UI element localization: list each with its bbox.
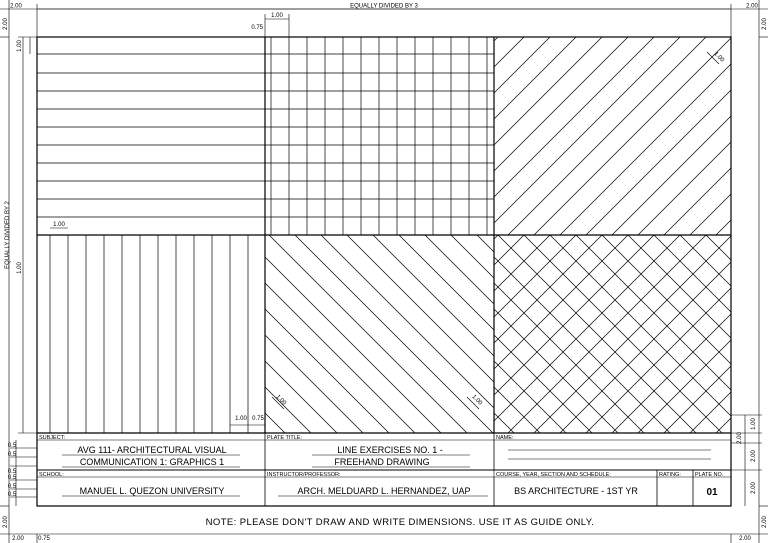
margin-label-top-right: 2.00 (746, 3, 758, 10)
margin-label-left-bottom: 2.00 (3, 516, 9, 528)
bottom-spacing-label: 1.00 (235, 416, 247, 422)
panel-forward-diagonals (274, 15, 768, 235)
upper-left-spacing-label: 1.00 (17, 40, 23, 52)
tb-row-label-2b: 0.5 (7, 475, 17, 481)
tb-height-label-low: 2.00 (751, 482, 757, 494)
subject-value-line2: COMMUNICATION 1: GRAPHICS 1 (79, 457, 225, 467)
school-value: MANUEL L. QUEZON UNIVERSITY (79, 486, 225, 496)
tb-height-label-top: 1.00 (751, 418, 757, 430)
margin-label-bottom-small: 0.75 (38, 536, 50, 542)
top-dimension-label: EQUALLY DIVIDED BY 3 (350, 3, 418, 10)
panel-backward-diagonals (35, 235, 697, 455)
panel-vertical-lines (50, 235, 248, 433)
tb-height-label-mid: 2.00 (751, 450, 757, 462)
margin-label-bottom-left: 2.00 (12, 536, 24, 542)
name-label: NAME: (496, 435, 514, 441)
panel-horizontal-lines (37, 54, 265, 217)
tb-row-label-3a: 0.5 (7, 484, 17, 490)
subject-value-line1: AVG 111- ARCHITECTURAL VISUAL (77, 445, 227, 455)
subject-label: SUBJECT: (39, 435, 65, 441)
course-label: COURSE, YEAR, SECTION AND SCHEDULE: (496, 472, 611, 478)
margin-label-right-bottom: 2.00 (762, 516, 768, 528)
margin-label-bottom-right: 2.00 (739, 536, 751, 542)
grid-offset-label: 0.75 (251, 25, 263, 31)
instructor-label: INSTRUCTOR/PROFESSOR: (267, 472, 341, 478)
hatch-spacing-label-a: 1.00 (274, 394, 287, 407)
rating-label: RATING: (659, 472, 681, 478)
guide-note: NOTE: PLEASE DON'T DRAW AND WRITE DIMENSIONS. USE IT AS GUIDE ONLY. (205, 517, 595, 528)
lower-left-height-label: 1.00 (17, 262, 23, 274)
drawing-border (37, 37, 731, 506)
school-label: SCHOOL: (39, 472, 64, 478)
tb-row-label-3b: 0.5 (7, 492, 17, 498)
plate-title-label: PLATE TITLE: (267, 435, 302, 441)
tb-row-label-1b: 0.5 (7, 452, 17, 458)
diagonal-spacing-label: 1.00 (712, 51, 725, 64)
vertical-spacing-label: 1.00 (53, 222, 65, 228)
plate-title-value-line1: LINE EXERCISES NO. 1 - (337, 445, 443, 455)
title-block-text (39, 435, 724, 528)
plate-title-value-line2: FREEHAND DRAWING (334, 457, 430, 467)
instructor-value: ARCH. MELDUARD L. HERNANDEZ, UAP (297, 486, 471, 496)
margin-label-top-left: 2.00 (10, 3, 22, 10)
hatch-spacing-label-b: 1.00 (470, 394, 483, 407)
course-value: BS ARCHITECTURE - 1ST YR (514, 486, 638, 496)
margin-label-left-top: 2.00 (3, 18, 9, 30)
bottom-offset-label: 0.75 (252, 416, 264, 422)
plate-no-value: 01 (706, 487, 718, 498)
tb-row-label-1a: 0.5 (7, 443, 17, 449)
tb-row-label-2a: 0.5 (7, 469, 17, 475)
plate-no-label: PLATE NO. (695, 472, 724, 478)
tb-height-label-small: 2.00 (737, 432, 743, 444)
grid-spacing-label: 1.00 (271, 13, 283, 19)
panel-cross-hatch (264, 213, 768, 455)
panel-grid (265, 37, 494, 235)
margin-label-right-top: 2.00 (762, 18, 768, 30)
side-dimension-label: EQUALLY DIVIDED BY 2 (5, 201, 11, 269)
